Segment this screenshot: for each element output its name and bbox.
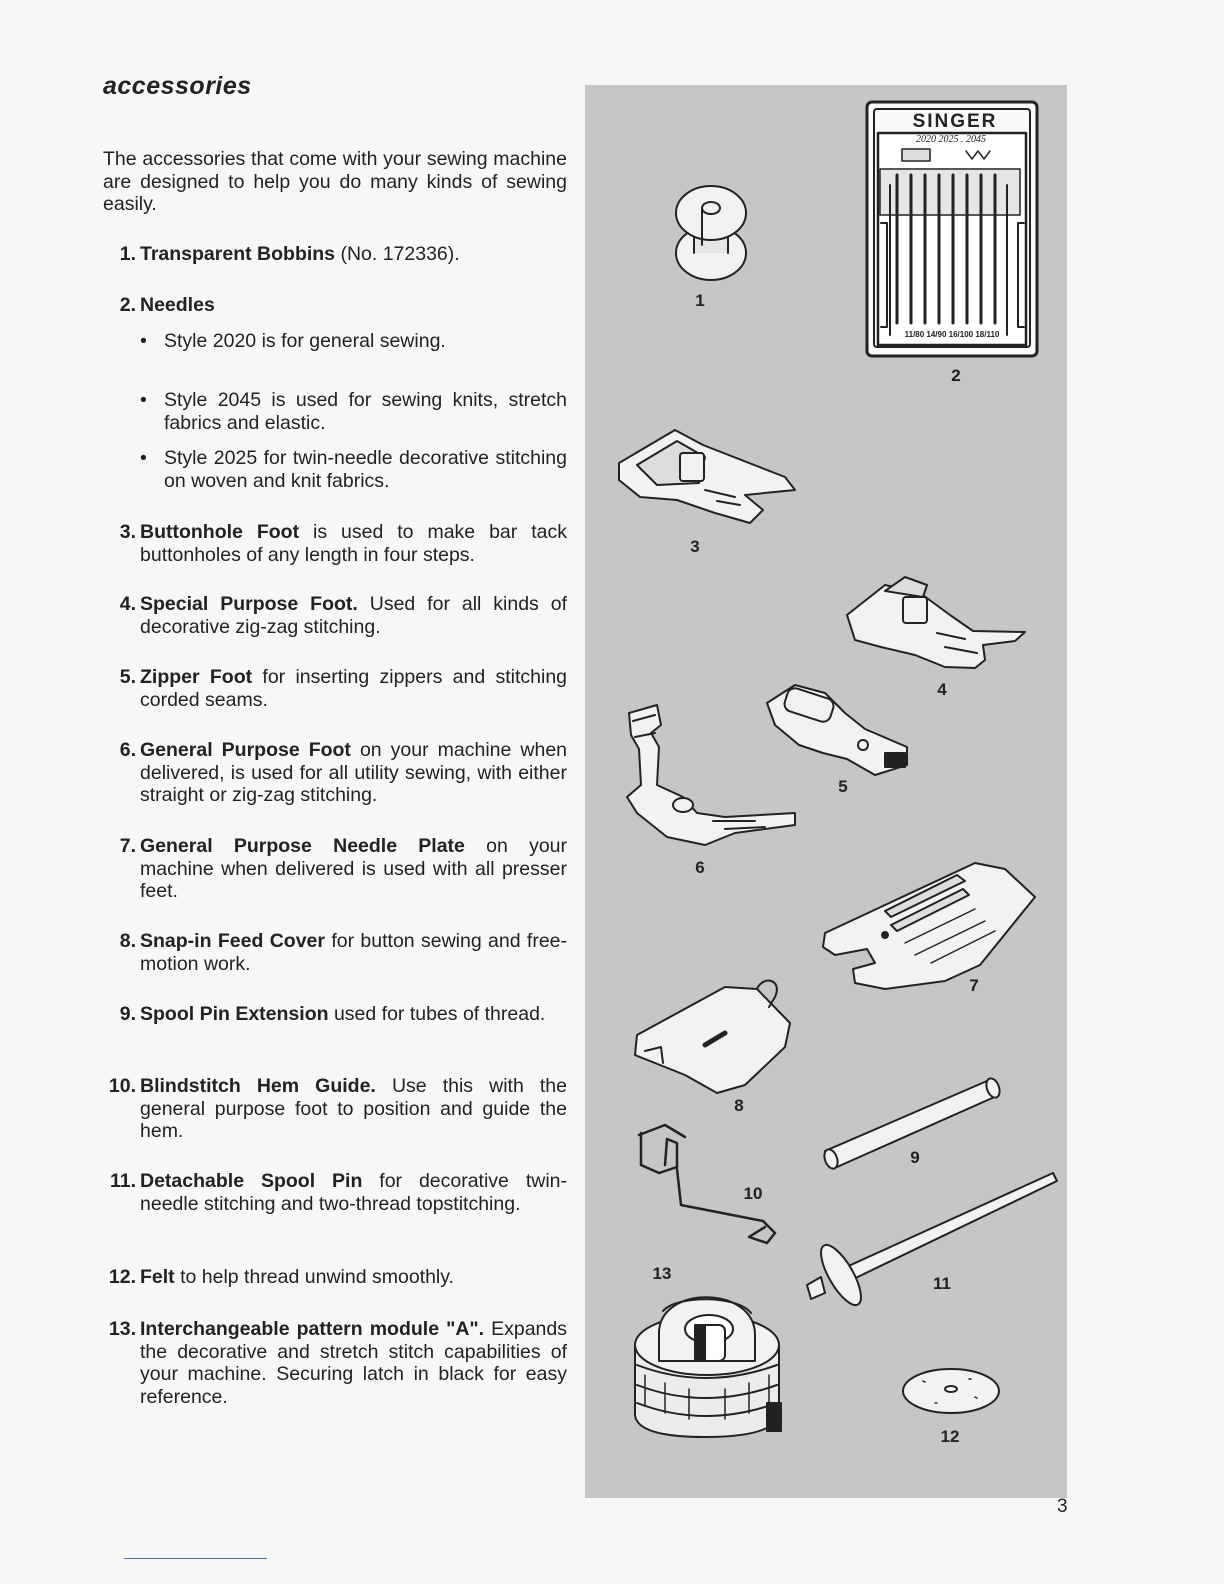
bullet-text: Style 2020 is for general sewing. bbox=[164, 330, 446, 352]
page-title: accessories bbox=[103, 72, 252, 100]
item-number: 12. bbox=[108, 1266, 136, 1288]
item-number: 5. bbox=[119, 666, 136, 688]
bullet-icon: • bbox=[140, 330, 147, 352]
item-number: 9. bbox=[119, 1003, 136, 1025]
feed-cover-illustration bbox=[635, 981, 790, 1093]
zipper-foot-illustration bbox=[767, 685, 907, 775]
item-name: Transparent Bobbins bbox=[140, 243, 336, 265]
item-description: for decorative twin-needle stitching and two-thread topstitching. bbox=[140, 1170, 567, 1215]
item-name: Detachable Spool Pin bbox=[140, 1170, 363, 1192]
item-description: (No. 172336). bbox=[335, 243, 460, 265]
page-number: 3 bbox=[1057, 1496, 1068, 1517]
item-name: Zipper Foot bbox=[140, 666, 253, 688]
item-name: Felt bbox=[140, 1266, 175, 1288]
item-description: Expands the decorative and stretch stitch capabilities of your machine. Securing latch in black for easy reference. bbox=[140, 1318, 567, 1408]
special-purpose-foot-illustration bbox=[847, 577, 1025, 668]
bullet-icon: • bbox=[140, 389, 147, 411]
item-description: for button sewing and free-motion work. bbox=[140, 930, 568, 975]
figure-label-6: 6 bbox=[695, 858, 705, 877]
figure-label-5: 5 bbox=[838, 777, 848, 796]
item-name: General Purpose Foot bbox=[140, 739, 351, 761]
bullet-text: Style 2045 is used for sewing knits, stretch fabrics and elastic. bbox=[164, 389, 567, 434]
accessories-illustration-panel bbox=[585, 85, 1067, 1498]
bobbin-illustration bbox=[676, 186, 746, 280]
needle-plate-illustration bbox=[823, 863, 1035, 989]
footer-rule bbox=[124, 1558, 267, 1559]
figure-label-3: 3 bbox=[690, 537, 700, 556]
item-number: 2. bbox=[119, 294, 136, 316]
pattern-module-illustration bbox=[635, 1297, 781, 1437]
item-description: on your machine when delivered, is used for all utility sewing, with either straight or zig-zag stitching. bbox=[140, 739, 568, 806]
intro-paragraph: The accessories that come with your sewing machine are designed to help you do many kinds of sewing easily. bbox=[103, 148, 567, 215]
item-number: 3. bbox=[119, 521, 136, 543]
item-number: 10. bbox=[108, 1075, 136, 1097]
figure-label-4: 4 bbox=[937, 680, 947, 699]
general-purpose-foot-illustration bbox=[627, 705, 795, 845]
needle-pack-sizes: 11/80 14/90 16/100 18/110 bbox=[904, 330, 1000, 339]
item-name: Snap-in Feed Cover bbox=[140, 930, 325, 952]
figure-label-8: 8 bbox=[734, 1096, 744, 1115]
item-number: 4. bbox=[119, 593, 136, 615]
item-description: is used to make bar tack buttonholes of any length in four steps. bbox=[140, 521, 567, 566]
figure-label-13: 13 bbox=[652, 1264, 672, 1283]
figure-label-12: 12 bbox=[940, 1427, 960, 1446]
accessories-illustration bbox=[585, 85, 1067, 1498]
figure-label-1: 1 bbox=[695, 291, 705, 310]
item-number: 6. bbox=[119, 739, 136, 761]
bullet-text: Style 2025 for twin-needle decorative stitching on woven and knit fabrics. bbox=[164, 447, 567, 492]
figure-label-10: 10 bbox=[743, 1184, 763, 1203]
item-name: Interchangeable pattern module "A". bbox=[140, 1318, 485, 1340]
item-number: 13. bbox=[108, 1318, 136, 1340]
detachable-spool-pin-illustration bbox=[807, 1173, 1057, 1310]
item-name: Spool Pin Extension bbox=[140, 1003, 329, 1025]
bullet-icon: • bbox=[140, 447, 147, 469]
item-description: to help thread unwind smoothly. bbox=[174, 1266, 454, 1288]
needle-pack-styles: 2020 2025 . 2045 bbox=[916, 134, 986, 145]
item-number: 7. bbox=[119, 835, 136, 857]
figure-label-11: 11 bbox=[933, 1274, 951, 1293]
item-name: Special Purpose Foot. bbox=[140, 593, 358, 615]
figure-label-2: 2 bbox=[951, 366, 961, 385]
buttonhole-foot-illustration bbox=[619, 430, 795, 523]
figure-label-7: 7 bbox=[969, 976, 979, 995]
figure-label-9: 9 bbox=[910, 1148, 920, 1167]
item-name: Needles bbox=[140, 294, 215, 316]
needle-pack-brand: SINGER bbox=[912, 111, 998, 132]
item-description: for inserting zippers and stitching corded seams. bbox=[140, 666, 568, 711]
felt-illustration bbox=[903, 1369, 999, 1413]
item-name: Blindstitch Hem Guide. bbox=[140, 1075, 376, 1097]
item-description: Use this with the general purpose foot to position and guide the hem. bbox=[140, 1075, 567, 1142]
item-number: 11. bbox=[109, 1170, 136, 1192]
item-name: General Purpose Needle Plate bbox=[140, 835, 465, 857]
item-description: on your machine when delivered is used with all presser feet. bbox=[140, 835, 567, 902]
item-description: used for tubes of thread. bbox=[328, 1003, 546, 1025]
item-number: 1. bbox=[119, 243, 136, 265]
item-number: 8. bbox=[119, 930, 136, 952]
item-description: Used for all kinds of decorative zig-zag stitching. bbox=[140, 593, 567, 638]
item-name: Buttonhole Foot bbox=[140, 521, 300, 543]
